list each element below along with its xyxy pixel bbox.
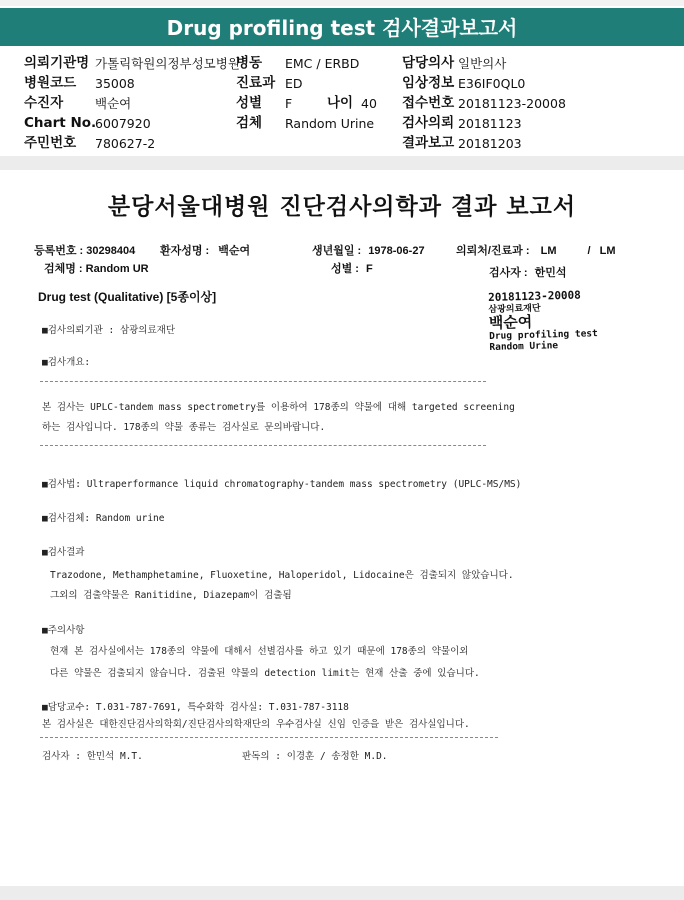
age-value: 40 <box>361 96 377 111</box>
age-label: 나이 <box>327 95 354 111</box>
department-value: ED <box>285 76 303 91</box>
hospital-code-value: 35008 <box>95 76 135 91</box>
reg-no-field <box>34 242 135 258</box>
tester-label: 검사자 : <box>489 267 528 279</box>
receipt-no-value: 20181123-20008 <box>458 96 566 111</box>
signature-tester: 검사자 : 한민석 M.T. <box>42 751 143 762</box>
patient-value: 백순여 <box>95 96 132 111</box>
result-line-2: 그외의 검출약물은 Ranitidine, Diazepam이 검출됨 <box>50 590 292 601</box>
stamp-patient-name: 백순여 <box>488 312 533 332</box>
dob-value: 1978-06-27 <box>368 245 425 257</box>
top-border <box>0 0 684 6</box>
institution-label: 의뢰기관명 <box>24 55 90 71</box>
result-line-1: Trazodone, Methamphetamine, Fluoxetine, Haloperidol, Lidocaine은 검출되지 않았습니다. <box>50 570 514 581</box>
header-row-hospital-code <box>0 74 684 93</box>
overview-line-2: 하는 검사입니다. 178종의 약물 종류는 검사실로 문의바랍니다. <box>42 422 326 433</box>
report-date-label: 결과보고 <box>402 135 455 151</box>
department-label: 진료과 <box>236 75 276 91</box>
resident-no-value: 780627-2 <box>95 136 156 151</box>
patient-name-field <box>160 242 250 258</box>
doc-sex-label: 성별 : <box>331 263 359 275</box>
specimen-line: ■검사검체: Random urine <box>42 513 165 524</box>
document-title: 분당서울대병원 진단검사의학과 결과 보고서 <box>107 194 577 220</box>
specimen-label: 검체 <box>236 115 263 131</box>
section-divider <box>0 156 684 170</box>
institution-value: 가톨릭학원의정부성모병원 <box>95 56 240 71</box>
specimen-name-label: 검체명 : <box>44 263 83 275</box>
patient-name-value: 백순여 <box>218 245 251 257</box>
notes-line-1: 현재 본 검사실에서는 178종의 약물에 대해서 선별검사를 하고 있기 때문에 178종의 약물이외 <box>50 646 469 657</box>
report-banner <box>0 8 684 46</box>
report-date-value: 20181203 <box>458 136 522 151</box>
stamp-receipt-no: 20181123-20008 <box>487 288 582 304</box>
certification-line: 본 검사실은 대한진단검사의학회/진단검사의학재단의 우수검사실 신임 인증을 받은 검사실입니다. <box>42 719 470 730</box>
stamp-lab-name: 삼광의료재단 <box>488 303 541 315</box>
signature-reader: 판독의 : 이경훈 / 송정한 M.D. <box>242 751 388 762</box>
banner-title: Drug profiling test 검사결과보고서 <box>166 16 518 40</box>
receipt-no-label: 접수번호 <box>402 95 455 111</box>
sex-value: F <box>285 96 293 111</box>
specimen-value: Random Urine <box>285 116 375 131</box>
referral-dept-label: 의뢰처/진료과 : <box>456 245 530 257</box>
notes-heading: ■주의사항 <box>42 625 85 636</box>
sex-label: 성별 <box>236 95 263 111</box>
contact-line: ■담당교수: T.031-787-7691, 특수화학 검사실: T.031-787-3118 <box>42 702 349 713</box>
overview-line-1: 본 검사는 UPLC-tandem mass spectrometry를 이용하여 178종의 약물에 대해 targeted screening <box>42 402 515 413</box>
referral-dept-value-1: LM <box>540 245 557 257</box>
specimen-stamp <box>488 289 598 354</box>
specimen-name-value: Random UR <box>85 263 149 275</box>
physician-value: 일반의사 <box>458 56 507 71</box>
dashed-divider <box>40 737 498 738</box>
hospital-code-label: 병원코드 <box>24 75 77 91</box>
doc-sex-value: F <box>366 263 373 275</box>
resident-no-label: 주민번호 <box>24 135 77 151</box>
reg-no-value: 30298404 <box>86 245 136 257</box>
doc-sex-field <box>331 260 373 276</box>
clinical-info-value: E36IF0QL0 <box>458 76 526 91</box>
header-row-resident-no <box>0 134 684 153</box>
scanned-report-document <box>0 170 684 886</box>
test-section-title: Drug test (Qualitative) [5종이상] <box>38 290 217 304</box>
request-date-label: 검사의뢰 <box>402 115 455 131</box>
chart-no-value: 6007920 <box>95 116 151 131</box>
tester-value: 한민석 <box>534 267 567 279</box>
dob-field <box>312 242 425 258</box>
patient-label: 수진자 <box>24 95 64 111</box>
ward-value: EMC / ERBD <box>285 56 360 71</box>
specimen-name-field <box>44 260 149 276</box>
dashed-divider <box>40 381 486 382</box>
stamp-specimen: Random Urine <box>489 340 559 354</box>
dashed-divider <box>40 445 486 446</box>
stamp-test-name: Drug profiling test <box>489 328 598 343</box>
overview-heading: ■검사개요: <box>42 357 91 368</box>
dob-label: 생년월일 : <box>312 245 362 257</box>
header-info-panel <box>0 50 684 154</box>
bottom-border <box>0 886 684 900</box>
reg-no-label: 등록번호 : <box>34 245 84 257</box>
referral-dept-field <box>456 242 616 258</box>
request-date-value: 20181123 <box>458 116 522 131</box>
referral-dept-value-2: LM <box>599 245 616 257</box>
referral-dept-slash: / <box>587 245 591 257</box>
chart-no-label: Chart No. <box>24 115 97 131</box>
ward-label: 병동 <box>236 55 263 71</box>
physician-label: 담당의사 <box>402 55 455 71</box>
institution-line: ■검사의뢰기관 : 삼광의료재단 <box>42 325 176 336</box>
patient-name-label: 환자성명 : <box>160 245 210 257</box>
result-heading: ■검사결과 <box>42 547 85 558</box>
notes-line-2: 다른 약물은 검출되지 않습니다. 검출된 약물의 detection limit는 현재 산출 중에 있습니다. <box>50 668 480 679</box>
tester-field <box>489 264 567 280</box>
method-line: ■검사법: Ultraperformance liquid chromatography-tandem mass spectrometry (UPLC-MS/MS) <box>42 479 522 490</box>
clinical-info-label: 임상정보 <box>402 75 455 91</box>
